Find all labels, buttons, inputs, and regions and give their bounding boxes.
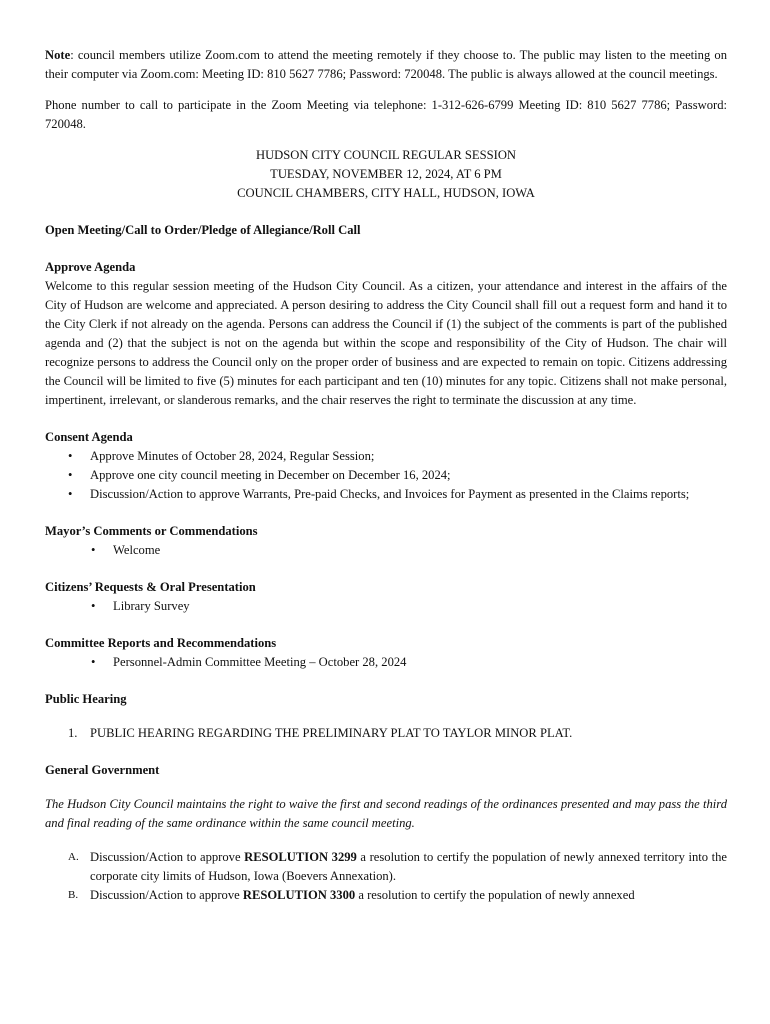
approve-agenda-heading: Approve Agenda	[45, 260, 136, 274]
list-item: A. Discussion/Action to approve RESOLUTION 3299 a resolution to certify the population of newly annexed territory into the corporate city limits of Hudson, Iowa (Boevers Annexation).	[68, 850, 727, 883]
citizens-requests-heading: Citizens’ Requests & Oral Presentation	[45, 580, 256, 594]
list-item: B. Discussion/Action to approve RESOLUTION 3300 a resolution to certify the population of newly annexed	[68, 888, 635, 902]
session-title: HUDSON CITY COUNCIL REGULAR SESSION	[255, 148, 517, 162]
zoom-note	[45, 46, 727, 84]
general-government-intro: The Hudson City Council maintains the right to waive the first and second readings of the ordinances presented and may pass the third and final reading of the same ordinance within the same council meeting.	[45, 797, 727, 830]
mayors-comments-heading: Mayor’s Comments or Commendations	[45, 524, 258, 538]
resolution-number: RESOLUTION 3300	[242, 888, 356, 902]
bullet-icon: •	[91, 655, 96, 669]
public-hearing-heading: Public Hearing	[45, 692, 127, 706]
session-location: COUNCIL CHAMBERS, CITY HALL, HUDSON, IOWA	[237, 186, 535, 200]
list-item: • Welcome	[113, 541, 727, 560]
resolution-number: RESOLUTION 3299	[244, 850, 357, 864]
public-hearing-list	[45, 724, 727, 743]
list-item: 1. PUBLIC HEARING REGARDING THE PRELIMINARY PLAT TO TAYLOR MINOR PLAT.	[68, 726, 573, 740]
bullet-icon: •	[91, 599, 96, 613]
bullet-icon: •	[91, 543, 96, 557]
note-text: : council members utilize Zoom.com to attend the meeting remotely if they choose to. The public may listen to the meeting on their computer via Zoom.com: Meeting ID: 810 5627 7786; Password: 720048. The public is always allowed at the council meetings.	[45, 48, 727, 81]
consent-agenda-heading: Consent Agenda	[45, 430, 133, 444]
bullet-icon: •	[68, 487, 73, 501]
session-header	[45, 146, 727, 203]
general-government-list	[45, 848, 727, 905]
list-item: • Personnel-Admin Committee Meeting – October 28, 2024	[113, 653, 727, 672]
citizens-requests-list	[45, 597, 727, 616]
approve-agenda-text: Welcome to this regular session meeting of the Hudson City Council. As a citizen, your attendance and interest in the affairs of the City of Hudson are welcome and appreciated. A person desiring to address the City Council shall fill out a request form and hand it to the City Clerk if not already on the agenda. Persons can address the Council if (1) the subject of the comments is part of the published agenda and (2) that the subject is not on the agenda but within the scope and responsibility of the City of Hudson. The chair will recognize persons to address the Council only on the proper order of business and are expected to remain on topic. Citizens addressing the Council will be limited to five (5) minutes for each participant and ten (10) minutes for any topic. Citizens shall not make personal, impertinent, irrelevant, or slanderous remarks, and the chair reserves the right to terminate the discussion at any time.	[45, 279, 727, 407]
list-item: • Approve Minutes of October 28, 2024, Regular Session;	[90, 447, 727, 466]
session-date: TUESDAY, NOVEMBER 12, 2024, AT 6 PM	[270, 167, 502, 181]
list-item: • Discussion/Action to approve Warrants, Pre-paid Checks, and Invoices for Payment as presented in the Claims reports;	[90, 485, 727, 504]
general-government-heading: General Government	[45, 763, 160, 777]
bullet-icon: •	[68, 449, 73, 463]
list-item: • Approve one city council meeting in December on December 16, 2024;	[90, 466, 727, 485]
committee-reports-list	[45, 653, 727, 672]
committee-reports-heading: Committee Reports and Recommendations	[45, 636, 277, 650]
note-label: Note	[45, 48, 71, 62]
consent-agenda-list	[45, 447, 727, 504]
open-meeting-heading: Open Meeting/Call to Order/Pledge of Allegiance/Roll Call	[45, 223, 361, 237]
list-item: • Library Survey	[113, 597, 727, 616]
agenda-document	[45, 46, 727, 905]
mayors-comments-list	[45, 541, 727, 560]
phone-info: Phone number to call to participate in the Zoom Meeting via telephone: 1-312-626-6799 Meeting ID: 810 5627 7786; Password: 720048.	[45, 98, 727, 131]
bullet-icon: •	[68, 468, 73, 482]
